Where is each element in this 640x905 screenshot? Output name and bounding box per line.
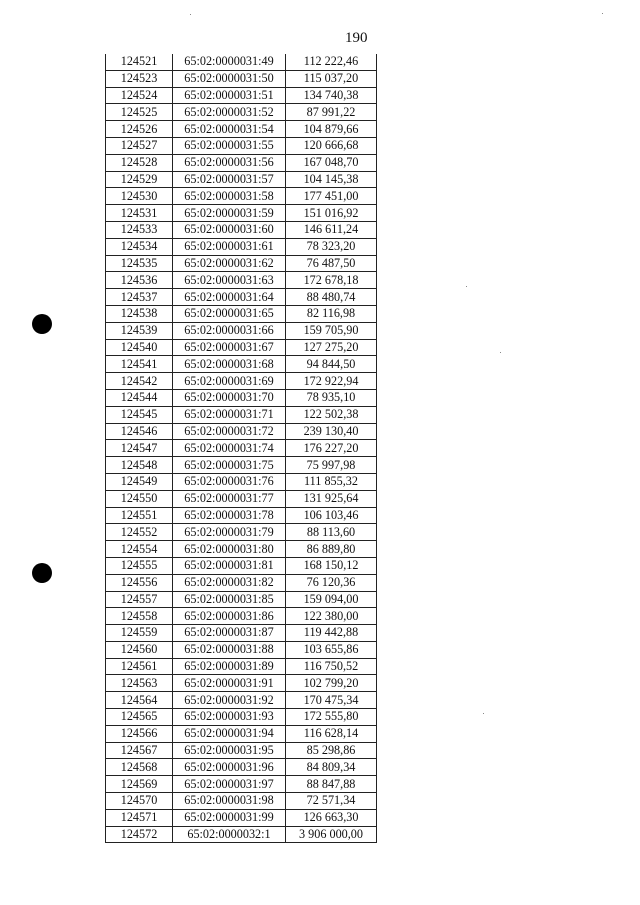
row-id-cell: 124537 <box>106 289 173 306</box>
value-cell: 3 906 000,00 <box>286 826 377 843</box>
value-cell: 76 487,50 <box>286 255 377 272</box>
value-cell: 146 611,24 <box>286 221 377 238</box>
row-id-cell: 124540 <box>106 339 173 356</box>
value-cell: 104 145,38 <box>286 171 377 188</box>
value-cell: 151 016,92 <box>286 205 377 222</box>
cadastral-number-cell: 65:02:0000031:93 <box>173 709 286 726</box>
row-id-cell: 124527 <box>106 137 173 154</box>
value-cell: 116 750,52 <box>286 658 377 675</box>
value-cell: 78 323,20 <box>286 238 377 255</box>
value-cell: 111 855,32 <box>286 473 377 490</box>
table-row <box>106 272 377 289</box>
value-cell: 176 227,20 <box>286 440 377 457</box>
value-cell: 172 922,94 <box>286 373 377 390</box>
cadastral-number-cell: 65:02:0000031:95 <box>173 742 286 759</box>
table-row <box>106 675 377 692</box>
punch-hole-bottom <box>32 563 52 583</box>
table-row <box>106 322 377 339</box>
value-cell: 122 502,38 <box>286 406 377 423</box>
row-id-cell: 124561 <box>106 658 173 675</box>
cadastral-number-cell: 65:02:0000031:86 <box>173 608 286 625</box>
cadastral-number-cell: 65:02:0000031:80 <box>173 541 286 558</box>
table-row <box>106 490 377 507</box>
table-row <box>106 524 377 541</box>
row-id-cell: 124565 <box>106 709 173 726</box>
table-row <box>106 742 377 759</box>
row-id-cell: 124571 <box>106 809 173 826</box>
cadastral-number-cell: 65:02:0000031:76 <box>173 473 286 490</box>
cadastral-number-cell: 65:02:0000031:87 <box>173 625 286 642</box>
table-row <box>106 692 377 709</box>
row-id-cell: 124528 <box>106 154 173 171</box>
cadastral-number-cell: 65:02:0000031:78 <box>173 507 286 524</box>
cadastral-number-cell: 65:02:0000031:99 <box>173 809 286 826</box>
table-row <box>106 238 377 255</box>
row-id-cell: 124525 <box>106 104 173 121</box>
value-cell: 104 879,66 <box>286 121 377 138</box>
row-id-cell: 124551 <box>106 507 173 524</box>
row-id-cell: 124568 <box>106 759 173 776</box>
value-cell: 85 298,86 <box>286 742 377 759</box>
table-row <box>106 121 377 138</box>
table-row <box>106 658 377 675</box>
row-id-cell: 124566 <box>106 725 173 742</box>
cadastral-number-cell: 65:02:0000032:1 <box>173 826 286 843</box>
value-cell: 78 935,10 <box>286 389 377 406</box>
table-row <box>106 759 377 776</box>
value-cell: 159 705,90 <box>286 322 377 339</box>
value-cell: 75 997,98 <box>286 457 377 474</box>
cadastral-number-cell: 65:02:0000031:69 <box>173 373 286 390</box>
table-row <box>106 591 377 608</box>
row-id-cell: 124558 <box>106 608 173 625</box>
cadastral-number-cell: 65:02:0000031:51 <box>173 87 286 104</box>
value-cell: 159 094,00 <box>286 591 377 608</box>
cadastral-number-cell: 65:02:0000031:71 <box>173 406 286 423</box>
row-id-cell: 124570 <box>106 793 173 810</box>
cadastral-number-cell: 65:02:0000031:81 <box>173 557 286 574</box>
table-row <box>106 221 377 238</box>
table-row <box>106 305 377 322</box>
value-cell: 170 475,34 <box>286 692 377 709</box>
value-cell: 172 678,18 <box>286 272 377 289</box>
value-cell: 94 844,50 <box>286 356 377 373</box>
row-id-cell: 124529 <box>106 171 173 188</box>
row-id-cell: 124545 <box>106 406 173 423</box>
table-row <box>106 137 377 154</box>
page-number: 190 <box>345 30 368 46</box>
row-id-cell: 124557 <box>106 591 173 608</box>
row-id-cell: 124541 <box>106 356 173 373</box>
cadastral-number-cell: 65:02:0000031:75 <box>173 457 286 474</box>
table-row <box>106 826 377 843</box>
table-row <box>106 188 377 205</box>
cadastral-number-cell: 65:02:0000031:66 <box>173 322 286 339</box>
row-id-cell: 124564 <box>106 692 173 709</box>
row-id-cell: 124534 <box>106 238 173 255</box>
value-cell: 84 809,34 <box>286 759 377 776</box>
row-id-cell: 124542 <box>106 373 173 390</box>
value-cell: 134 740,38 <box>286 87 377 104</box>
registry-table-body <box>106 54 377 843</box>
table-row <box>106 809 377 826</box>
table-row <box>106 373 377 390</box>
value-cell: 168 150,12 <box>286 557 377 574</box>
row-id-cell: 124536 <box>106 272 173 289</box>
row-id-cell: 124554 <box>106 541 173 558</box>
cadastral-number-cell: 65:02:0000031:70 <box>173 389 286 406</box>
value-cell: 87 991,22 <box>286 104 377 121</box>
row-id-cell: 124546 <box>106 423 173 440</box>
table-row <box>106 70 377 87</box>
row-id-cell: 124533 <box>106 221 173 238</box>
table-row <box>106 356 377 373</box>
table-row <box>106 457 377 474</box>
row-id-cell: 124535 <box>106 255 173 272</box>
table-row <box>106 541 377 558</box>
cadastral-number-cell: 65:02:0000031:98 <box>173 793 286 810</box>
table-row <box>106 473 377 490</box>
cadastral-number-cell: 65:02:0000031:63 <box>173 272 286 289</box>
row-id-cell: 124548 <box>106 457 173 474</box>
cadastral-number-cell: 65:02:0000031:82 <box>173 574 286 591</box>
value-cell: 115 037,20 <box>286 70 377 87</box>
table-row <box>106 440 377 457</box>
row-id-cell: 124544 <box>106 389 173 406</box>
row-id-cell: 124555 <box>106 557 173 574</box>
value-cell: 126 663,30 <box>286 809 377 826</box>
cadastral-number-cell: 65:02:0000031:79 <box>173 524 286 541</box>
table-row <box>106 389 377 406</box>
punch-hole-top <box>32 314 52 334</box>
cadastral-number-cell: 65:02:0000031:55 <box>173 137 286 154</box>
value-cell: 88 113,60 <box>286 524 377 541</box>
value-cell: 239 130,40 <box>286 423 377 440</box>
value-cell: 131 925,64 <box>286 490 377 507</box>
row-id-cell: 124524 <box>106 87 173 104</box>
cadastral-number-cell: 65:02:0000031:77 <box>173 490 286 507</box>
row-id-cell: 124547 <box>106 440 173 457</box>
table-row <box>106 507 377 524</box>
value-cell: 167 048,70 <box>286 154 377 171</box>
row-id-cell: 124559 <box>106 625 173 642</box>
value-cell: 112 222,46 <box>286 54 377 70</box>
row-id-cell: 124556 <box>106 574 173 591</box>
value-cell: 102 799,20 <box>286 675 377 692</box>
table-row <box>106 625 377 642</box>
row-id-cell: 124538 <box>106 305 173 322</box>
table-row <box>106 709 377 726</box>
value-cell: 177 451,00 <box>286 188 377 205</box>
row-id-cell: 124569 <box>106 776 173 793</box>
row-id-cell: 124567 <box>106 742 173 759</box>
table-row <box>106 776 377 793</box>
value-cell: 120 666,68 <box>286 137 377 154</box>
cadastral-number-cell: 65:02:0000031:62 <box>173 255 286 272</box>
table-row <box>106 608 377 625</box>
scan-speck <box>500 352 501 353</box>
value-cell: 119 442,88 <box>286 625 377 642</box>
table-row <box>106 104 377 121</box>
cadastral-number-cell: 65:02:0000031:72 <box>173 423 286 440</box>
cadastral-number-cell: 65:02:0000031:88 <box>173 641 286 658</box>
value-cell: 122 380,00 <box>286 608 377 625</box>
cadastral-number-cell: 65:02:0000031:49 <box>173 54 286 70</box>
table-row <box>106 793 377 810</box>
value-cell: 82 116,98 <box>286 305 377 322</box>
table-row <box>106 154 377 171</box>
scan-speck <box>483 713 484 714</box>
table-row <box>106 171 377 188</box>
cadastral-number-cell: 65:02:0000031:65 <box>173 305 286 322</box>
table-row <box>106 87 377 104</box>
cadastral-number-cell: 65:02:0000031:85 <box>173 591 286 608</box>
row-id-cell: 124560 <box>106 641 173 658</box>
table-row <box>106 205 377 222</box>
scan-speck <box>466 286 467 287</box>
value-cell: 88 480,74 <box>286 289 377 306</box>
row-id-cell: 124539 <box>106 322 173 339</box>
row-id-cell: 124530 <box>106 188 173 205</box>
value-cell: 127 275,20 <box>286 339 377 356</box>
table-row <box>106 725 377 742</box>
scan-speck <box>190 14 191 15</box>
row-id-cell: 124521 <box>106 54 173 70</box>
cadastral-number-cell: 65:02:0000031:92 <box>173 692 286 709</box>
row-id-cell: 124549 <box>106 473 173 490</box>
cadastral-number-cell: 65:02:0000031:50 <box>173 70 286 87</box>
row-id-cell: 124550 <box>106 490 173 507</box>
cadastral-number-cell: 65:02:0000031:57 <box>173 171 286 188</box>
cadastral-number-cell: 65:02:0000031:91 <box>173 675 286 692</box>
scan-speck <box>602 13 603 14</box>
table-row <box>106 423 377 440</box>
cadastral-number-cell: 65:02:0000031:64 <box>173 289 286 306</box>
cadastral-number-cell: 65:02:0000031:61 <box>173 238 286 255</box>
value-cell: 86 889,80 <box>286 541 377 558</box>
value-cell: 116 628,14 <box>286 725 377 742</box>
cadastral-number-cell: 65:02:0000031:94 <box>173 725 286 742</box>
value-cell: 172 555,80 <box>286 709 377 726</box>
cadastral-number-cell: 65:02:0000031:60 <box>173 221 286 238</box>
value-cell: 103 655,86 <box>286 641 377 658</box>
row-id-cell: 124572 <box>106 826 173 843</box>
cadastral-number-cell: 65:02:0000031:58 <box>173 188 286 205</box>
cadastral-number-cell: 65:02:0000031:56 <box>173 154 286 171</box>
cadastral-number-cell: 65:02:0000031:89 <box>173 658 286 675</box>
row-id-cell: 124552 <box>106 524 173 541</box>
table-row <box>106 557 377 574</box>
cadastral-number-cell: 65:02:0000031:67 <box>173 339 286 356</box>
row-id-cell: 124523 <box>106 70 173 87</box>
value-cell: 72 571,34 <box>286 793 377 810</box>
row-id-cell: 124531 <box>106 205 173 222</box>
table-row <box>106 641 377 658</box>
table-row <box>106 406 377 423</box>
registry-table <box>105 54 377 843</box>
row-id-cell: 124563 <box>106 675 173 692</box>
cadastral-number-cell: 65:02:0000031:97 <box>173 776 286 793</box>
row-id-cell: 124526 <box>106 121 173 138</box>
cadastral-number-cell: 65:02:0000031:54 <box>173 121 286 138</box>
cadastral-number-cell: 65:02:0000031:96 <box>173 759 286 776</box>
value-cell: 88 847,88 <box>286 776 377 793</box>
cadastral-number-cell: 65:02:0000031:68 <box>173 356 286 373</box>
table-row <box>106 54 377 70</box>
value-cell: 76 120,36 <box>286 574 377 591</box>
cadastral-number-cell: 65:02:0000031:52 <box>173 104 286 121</box>
table-row <box>106 255 377 272</box>
table-row <box>106 289 377 306</box>
table-row <box>106 574 377 591</box>
table-row <box>106 339 377 356</box>
cadastral-number-cell: 65:02:0000031:59 <box>173 205 286 222</box>
value-cell: 106 103,46 <box>286 507 377 524</box>
cadastral-number-cell: 65:02:0000031:74 <box>173 440 286 457</box>
